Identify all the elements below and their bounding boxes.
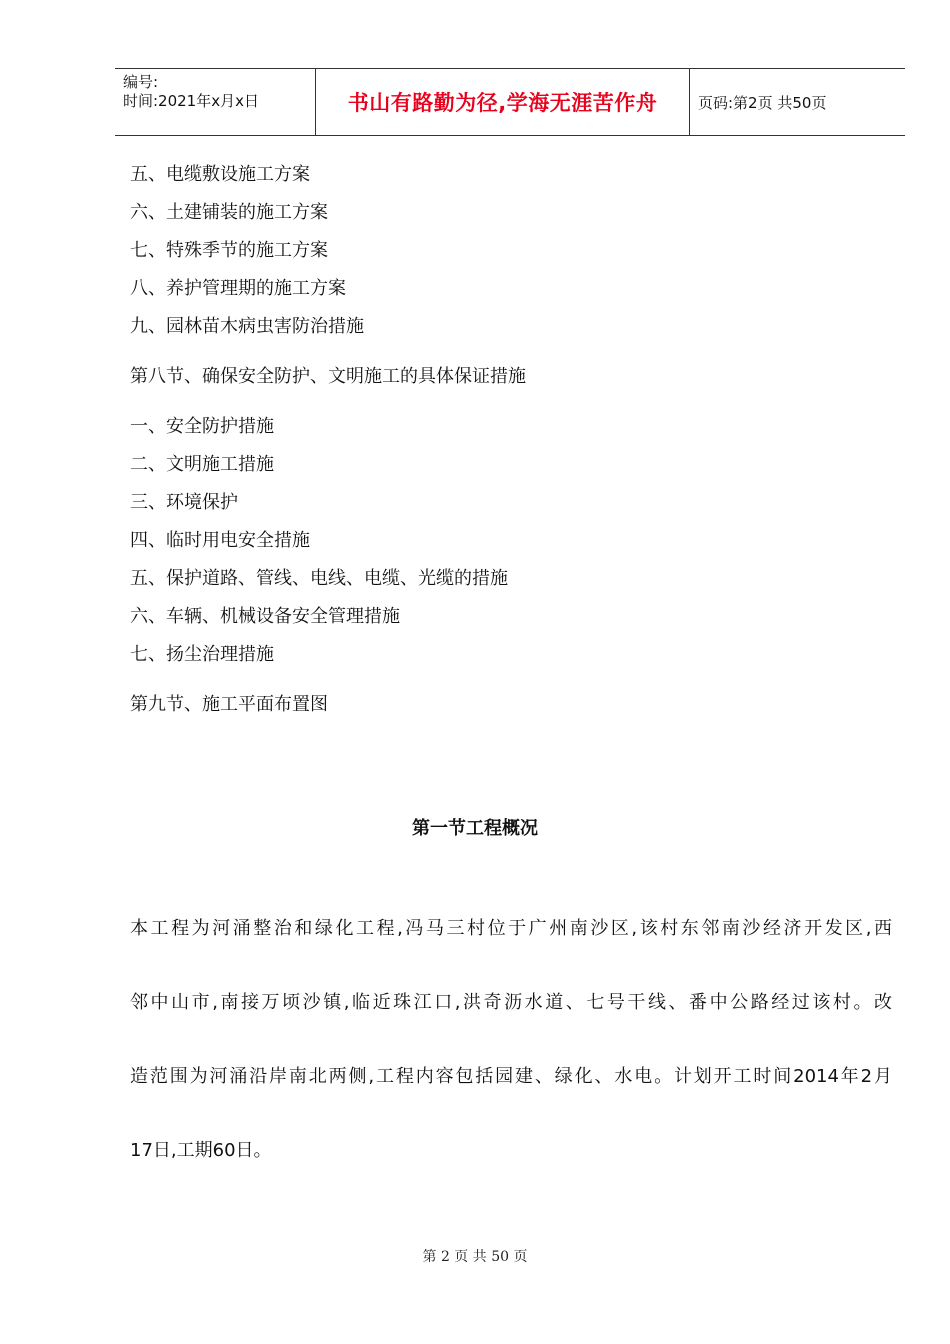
toc-item: 七、特殊季节的施工方案 — [130, 240, 328, 261]
toc-item: 六、土建铺装的施工方案 — [130, 202, 328, 223]
toc-section-heading: 第八节、确保安全防护、文明施工的具体保证措施 — [130, 366, 526, 387]
paragraph-line: 造范围为河涌沿岸南北两侧,工程内容包括园建、绿化、水电。计划开工时间2014年2月 — [130, 1066, 892, 1087]
toc-item: 六、车辆、机械设备安全管理措施 — [130, 606, 400, 627]
toc-item: 五、电缆敷设施工方案 — [130, 164, 310, 185]
header-meta-cell — [115, 69, 316, 135]
motto: 书山有路勤为径,学海无涯苦作舟 — [347, 91, 658, 115]
table-of-contents — [130, 156, 890, 724]
toc-item: 七、扬尘治理措施 — [130, 644, 274, 665]
toc-item: 一、安全防护措施 — [130, 416, 274, 437]
header-page-cell — [690, 69, 905, 135]
page-info: 页码:第2页 共50页 — [698, 93, 827, 112]
paragraph-line: 本工程为河涌整治和绿化工程,冯马三村位于广州南沙区,该村东邻南沙经济开发区,西 — [130, 918, 892, 939]
toc-item: 九、园林苗木病虫害防治措施 — [130, 316, 364, 337]
document-header — [115, 68, 905, 136]
toc-item: 三、环境保护 — [130, 492, 238, 513]
toc-item: 二、文明施工措施 — [130, 454, 274, 475]
toc-item: 八、养护管理期的施工方案 — [130, 278, 346, 299]
toc-item: 五、保护道路、管线、电线、电缆、光缆的措施 — [130, 568, 508, 589]
section-title: 第一节工程概况 — [412, 818, 538, 839]
toc-section-heading: 第九节、施工平面布置图 — [130, 694, 328, 715]
body-paragraph — [130, 892, 892, 1188]
header-motto-cell — [316, 69, 690, 135]
time-label: 时间:2021年x月x日 — [123, 92, 259, 110]
paragraph-line: 邻中山市,南接万顷沙镇,临近珠江口,洪奇沥水道、七号干线、番中公路经过该村。改 — [130, 992, 892, 1013]
paragraph-line: 17日,工期60日。 — [130, 1140, 272, 1161]
toc-item: 四、临时用电安全措施 — [130, 530, 310, 551]
page-footer: 第 2 页 共 50 页 — [422, 1249, 528, 1265]
serial-label: 编号: — [123, 73, 159, 91]
